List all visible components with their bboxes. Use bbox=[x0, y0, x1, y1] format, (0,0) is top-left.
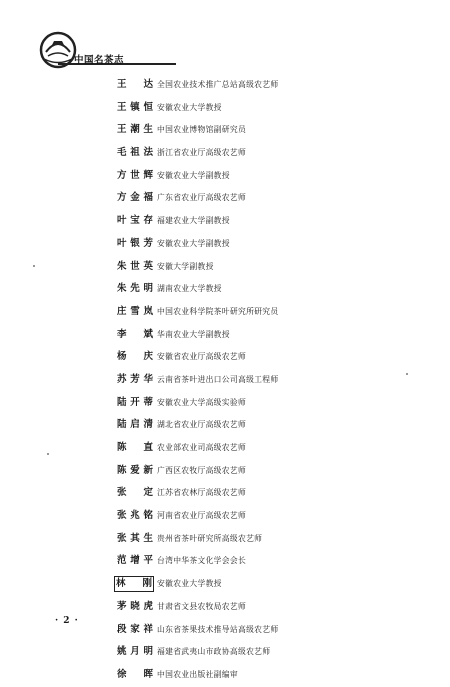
contributor-title: 江苏省农林厅高级农艺师 bbox=[157, 488, 247, 498]
contributor-title: 全国农业技术推广总站高级农艺师 bbox=[157, 80, 279, 89]
list-item bbox=[117, 528, 417, 551]
contributor-name: 陆开蒂 bbox=[117, 396, 153, 408]
contributor-title: 农业部农业司高级农艺师 bbox=[157, 443, 247, 452]
contributor-name: 杨 庆 bbox=[117, 351, 153, 363]
list-item bbox=[117, 369, 417, 392]
list-item bbox=[117, 346, 417, 369]
contributor-title: 贵州省茶叶研究所高级农艺师 bbox=[157, 533, 263, 543]
contributor-title: 浙江省农业厅高级农艺师 bbox=[157, 148, 247, 158]
scan-speck bbox=[47, 453, 49, 455]
list-item bbox=[117, 641, 417, 664]
contributor-title: 华南农业大学副教授 bbox=[157, 329, 230, 339]
contributor-name: 毛祖法 bbox=[117, 147, 153, 159]
contributor-name: 苏芳华 bbox=[117, 373, 153, 385]
list-item bbox=[117, 278, 417, 301]
list-item bbox=[117, 256, 417, 279]
contributor-name: 姚月明 bbox=[117, 646, 153, 658]
contributor-name: 陈 直 bbox=[117, 442, 153, 453]
contributor-title: 安徽农业大学高级实验师 bbox=[157, 397, 247, 407]
list-item bbox=[117, 392, 417, 415]
page-number: · 2 · bbox=[55, 616, 79, 626]
list-item bbox=[117, 97, 417, 120]
list-item bbox=[117, 550, 417, 573]
contributor-name: 张 定 bbox=[117, 487, 153, 499]
scan-speck bbox=[406, 373, 408, 375]
list-item bbox=[117, 596, 417, 619]
contributor-title: 湖南农业大学教授 bbox=[157, 284, 222, 294]
contributor-name: 陈爱新 bbox=[117, 464, 153, 476]
contributor-name: 方世辉 bbox=[117, 169, 153, 181]
contributor-name: 王 达 bbox=[117, 79, 153, 90]
list-item bbox=[117, 301, 417, 324]
contributor-title: 中国农业博物馆副研究员 bbox=[157, 125, 247, 135]
contributor-title: 安徽农业大学教授 bbox=[157, 102, 222, 112]
contributor-title: 河南省农业厅高级农艺师 bbox=[157, 511, 247, 521]
contributor-title: 广东省农业厅高级农艺师 bbox=[157, 193, 247, 203]
contributor-name: 徐 晖 bbox=[117, 668, 153, 680]
list-item bbox=[117, 414, 417, 437]
list-item bbox=[117, 482, 417, 505]
list-item bbox=[117, 619, 417, 642]
book-title: 中国名茶志 bbox=[74, 55, 125, 66]
contributor-title: 安徽农业大学教授 bbox=[157, 579, 222, 589]
contributor-title: 福建省武夷山市政协高级农艺师 bbox=[157, 647, 271, 657]
contributor-name: 王潮生 bbox=[117, 124, 153, 136]
contributor-name: 王镇恒 bbox=[117, 101, 153, 113]
contributor-title: 安徽农业大学副教授 bbox=[157, 238, 230, 248]
contributor-list bbox=[117, 74, 417, 687]
list-item bbox=[117, 187, 417, 210]
contributor-name: 方金福 bbox=[117, 192, 153, 204]
list-item bbox=[117, 165, 417, 188]
contributor-name: 张其生 bbox=[117, 532, 153, 544]
contributor-name: 张兆铭 bbox=[117, 510, 153, 522]
contributor-title: 山东省茶果技术推导站高级农艺师 bbox=[157, 624, 279, 634]
contributor-title: 安徽农业大学副教授 bbox=[157, 170, 230, 180]
contributor-name: 林 刚 bbox=[116, 578, 152, 590]
contributor-name: 李 斌 bbox=[117, 328, 153, 340]
list-item bbox=[117, 324, 417, 347]
list-item bbox=[117, 460, 417, 483]
contributor-name: 叶银芳 bbox=[117, 237, 153, 249]
contributor-name: 陆启清 bbox=[117, 419, 153, 431]
contributor-title: 安徽大学副教授 bbox=[157, 261, 214, 271]
contributor-title: 中国农业出版社副编审 bbox=[157, 669, 238, 679]
contributor-name: 朱先明 bbox=[117, 283, 153, 295]
contributor-title: 安徽省农业厅高级农艺师 bbox=[157, 352, 247, 362]
list-item bbox=[117, 119, 417, 142]
contributor-name: 庄雪岚 bbox=[117, 305, 153, 317]
contributor-title: 台湾中华茶文化学会会长 bbox=[157, 556, 247, 566]
list-item bbox=[117, 233, 417, 256]
contributor-name: 范增平 bbox=[117, 555, 153, 567]
contributor-name: 叶宝存 bbox=[117, 215, 153, 227]
list-item bbox=[117, 210, 417, 233]
list-item bbox=[117, 505, 417, 528]
contributor-title: 中国农业科学院茶叶研究所研究员 bbox=[157, 306, 279, 316]
contributor-name: 朱世英 bbox=[117, 260, 153, 272]
contributor-title: 云南省茶叶进出口公司高级工程师 bbox=[157, 374, 279, 384]
contributor-name: 茅晓虎 bbox=[117, 600, 153, 612]
list-item bbox=[117, 573, 417, 596]
contributor-name: 段家祥 bbox=[117, 623, 153, 635]
list-item bbox=[117, 74, 417, 97]
contributor-title: 甘肃省文县农牧局农艺师 bbox=[157, 601, 247, 611]
list-item bbox=[117, 664, 417, 687]
running-header bbox=[38, 30, 158, 70]
contributor-title: 广西区农牧厅高级农艺师 bbox=[157, 465, 247, 475]
scan-speck bbox=[33, 265, 35, 267]
contributor-title: 福建农业大学副教授 bbox=[157, 216, 230, 226]
list-item bbox=[117, 437, 417, 460]
list-item bbox=[117, 142, 417, 165]
contributor-title: 湖北省农业厅高级农艺师 bbox=[157, 420, 247, 430]
